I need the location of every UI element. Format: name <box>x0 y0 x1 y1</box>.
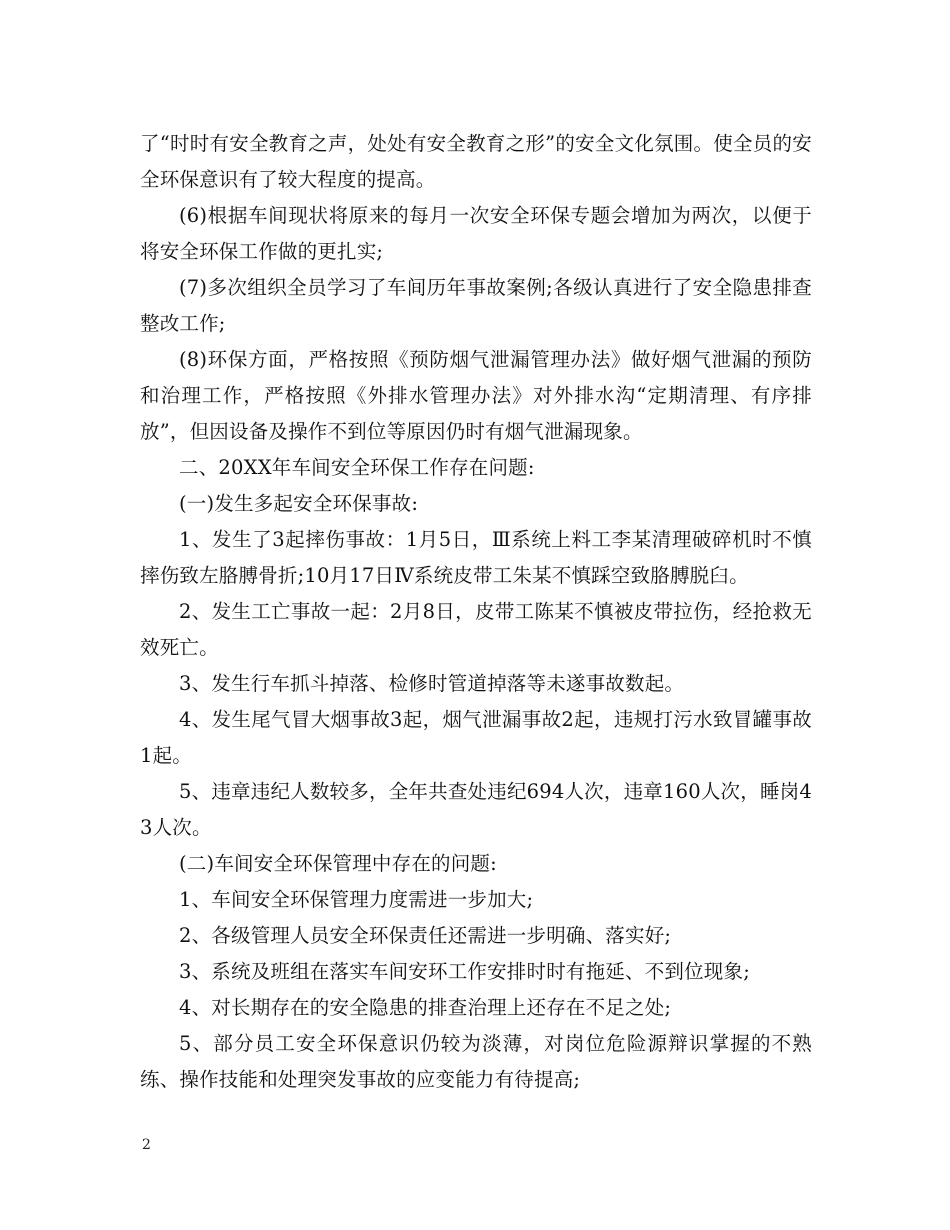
paragraph-item-8: (8)环保方面，严格按照《预防烟气泄漏管理办法》做好烟气泄漏的预防和治理工作，严格按照《外排水管理办法》对外排水沟“定期清理、有序排放”，但因设备及操作不到位等原因仍时有烟气泄漏现象。 <box>140 348 812 443</box>
paragraph-safety-culture: 了“时时有安全教育之声，处处有安全教育之形”的安全文化氛围。使全员的安全环保意识有了较大程度的提高。 <box>140 132 812 191</box>
list-item-management-4: 4、对长期存在的安全隐患的排查治理上还存在不足之处; <box>179 996 672 1019</box>
list-item-management-1: 1、车间安全环保管理力度需进一步加大; <box>179 888 534 911</box>
page-number: 2 <box>142 1137 151 1153</box>
list-item-emission-accidents: 4、发生尾气冒大烟事故3起，烟气泄漏事故2起，违规打污水致冒罐事故1起。 <box>140 708 812 767</box>
list-item-fatal-accident: 2、发生工亡事故一起：2月8日，皮带工陈某不慎被皮带拉伤，经抢救无效死亡。 <box>140 600 812 659</box>
list-item-fall-accidents: 1、发生了3起摔伤事故：1月5日，Ⅲ系统上料工李某清理破碎机时不慎摔伤致左胳膊骨折;10月17日Ⅳ系统皮带工朱某不慎踩空致胳膊脱臼。 <box>140 528 812 587</box>
list-item-management-2: 2、各级管理人员安全环保责任还需进一步明确、落实好; <box>179 924 672 947</box>
list-item-management-3: 3、系统及班组在落实车间安环工作安排时时有拖延、不到位现象; <box>179 960 750 983</box>
subsection-heading-management: (二)车间安全环保管理中存在的问题: <box>179 852 497 875</box>
paragraph-item-6: (6)根据车间现状将原来的每月一次安全环保专题会增加为两次，以便于将安全环保工作做的更扎实; <box>140 204 812 263</box>
section-heading-problems: 二、20XX年车间安全环保工作存在问题: <box>179 456 535 479</box>
subsection-heading-accidents: (一)发生多起安全环保事故: <box>179 492 419 515</box>
list-item-violations: 5、违章违纪人数较多，全年共查处违纪694人次，违章160人次，睡岗43人次。 <box>140 780 812 839</box>
list-item-management-5: 5、部分员工安全环保意识仍较为淡薄，对岗位危险源辩识掌握的不熟练、操作技能和处理突发事故的应变能力有待提高; <box>140 1032 812 1091</box>
paragraph-item-7: (7)多次组织全员学习了车间历年事故案例;各级认真进行了安全隐患排查整改工作; <box>140 276 812 335</box>
list-item-near-misses: 3、发生行车抓斗掉落、检修时管道掉落等未遂事故数起。 <box>179 672 685 695</box>
document-body <box>140 126 812 1098</box>
